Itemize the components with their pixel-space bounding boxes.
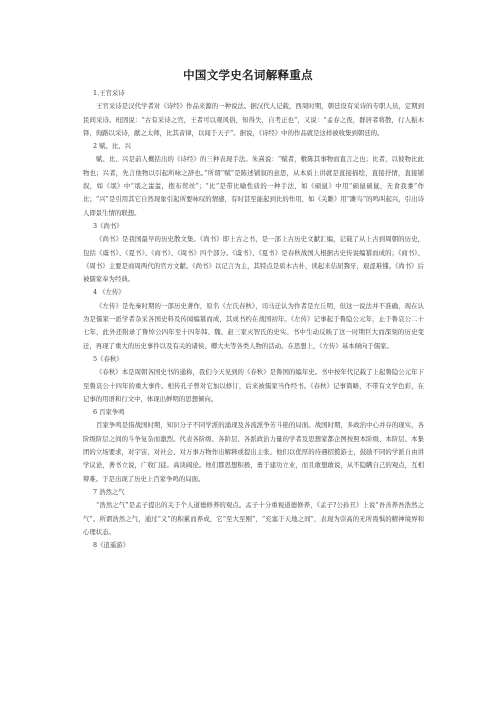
section-heading-3: 3《尚书》 (93, 221, 123, 230)
section-body-7: “浩然之气”是孟子提出的关于个人道德修养的观点。孟子十分重视道德修养，《孟子?公孙丑》上说“吾善养吾浩然之气”。所谓浩然之气，通过“义”的积累而养成，它“至大至刚”，“充塞于天地之间”，表现为崇高的无所畏惧的精神境界和心理状态。 (83, 501, 424, 536)
section-body-4: 《左传》是先秦时期的一部历史著作，原名《左氏春秋》，司马迁认为作者是左丘明，但这一说法并不准确，现在认为是儒家一派学者杂采各国史料及传闻编纂而成，其成书约在战国初年。《左传》记事起于鲁隐公元年，止于鲁哀公二十七年，此外还附录了鲁悼公四年至十四年韩、魏、赵三家灭智氏的史实。书中生动反映了这一时期巨大而深刻的历史变迁，再现了重大的历史事件以及有关的诸侯、卿大夫等各类人物的活动。在思想上，《左传》基本倾向于儒家。 (83, 301, 424, 350)
section-heading-8: 8《逍遥游》 (93, 541, 130, 550)
section-heading-1: 1.王官采诗 (93, 89, 125, 97)
document-title: 中国文学史名词解释重点 (183, 68, 313, 82)
section-body-1: 王官采诗是汉代学者对《诗经》作品来源的一种说法。据汉代人记载，西周时期，朝廷设有采诗的专职人员，定期到民间采诗。班固说：“古有采诗之官，王者可以观风俗，知得失，自考正也”，又说：“孟春之夜，群居者将散，行人振木铎，徇路以采诗，献之太师，比其音律，以闻于天子”。据说，《诗经》中的作品就是这样被收集到朝廷的。 (83, 102, 424, 137)
document-content (83, 87, 424, 552)
section-heading-7: 7 浩然之气 (93, 487, 125, 496)
section-body-3: 《尚书》是我国最早的历史散文集。《尚书》即上古之书，是一部上古历史文献汇编，记载了从上古到周朝的历史，包括《虞书》、《夏书》、《商书》、《周书》四个部分。《虞书》、《夏书》是春秋战国人根据古史传说编纂而成的；《商书》、《周书》主要是商周两代的官方文献。《尚书》以记言为主，其特点是质木古朴，读起来佶屈聱牙，艰涩难懂。《尚书》后被儒家奉为经典。 (83, 235, 424, 284)
section-body-5: 《春秋》本是周朝各国史书的通称，我们今天见到的《春秋》是鲁国的编年史。书中按年代记载了上起鲁隐公元年下至鲁哀公十四年的重大事件。相传孔子曾对它加以修订，后来被儒家当作经书。《春秋》记事简略，不带有文学色彩，在记事的用语和行文中，体现出鲜明的思想倾向。 (83, 368, 424, 403)
section-heading-2: 2 赋、比、兴 (93, 142, 132, 151)
section-heading-4: 4 《左传》 (93, 288, 125, 297)
section-heading-6: 6 百家争鸣 (93, 408, 125, 417)
section-body-2: 赋、比、兴是前人概括出的《诗经》的三种表现手法。朱熹说：“赋者，敷陈其事物而直言之也；比者，以彼物比此物也；兴者，先言他物以引起所咏之辞也。”所谓“赋”是陈述铺叙的意思，从本质上讲就是直接描绘，直接抒情，直接铺叙，如《氓》中“氓之蚩蚩，抱布贸丝”；“比”是带比喻性质的一种手法，如《硕鼠》中用“硕鼠硕鼠，无食我黍”作比；“兴”是引用其它自然现象引起所要咏叹的情感，有时甚至能起到比的作用，如《关雎》用“雎鸟”的鸣叫起兴，引出诗人即景生情的联想。 (83, 155, 424, 217)
section-heading-5: 5《春秋》 (93, 354, 123, 363)
section-body-6: 百家争鸣是指战国时期，知识分子不同学派的涌现及各流派争芳斗艳的局面。战国时期，多政治中心并存的现实，各阶级阶层之间的斗争复杂而激烈。代表各阶级、各阶层、各派政治力量的学者及思想家都企图按照本阶级、本阶层、本集团的立场要求，对宇宙、对社会、对万事万物作出解释或提出主张。他们以优厚的待遇招揽游士，鼓励不同的学派自由讲学议论，著书立说，广收门徒。高谈阔论。他们都思想积极，勇于建功立业，而且敢想敢说，从不隐瞒自己的观点，互相辩难。于是出现了历史上百家争鸣的局面。 (83, 421, 424, 483)
